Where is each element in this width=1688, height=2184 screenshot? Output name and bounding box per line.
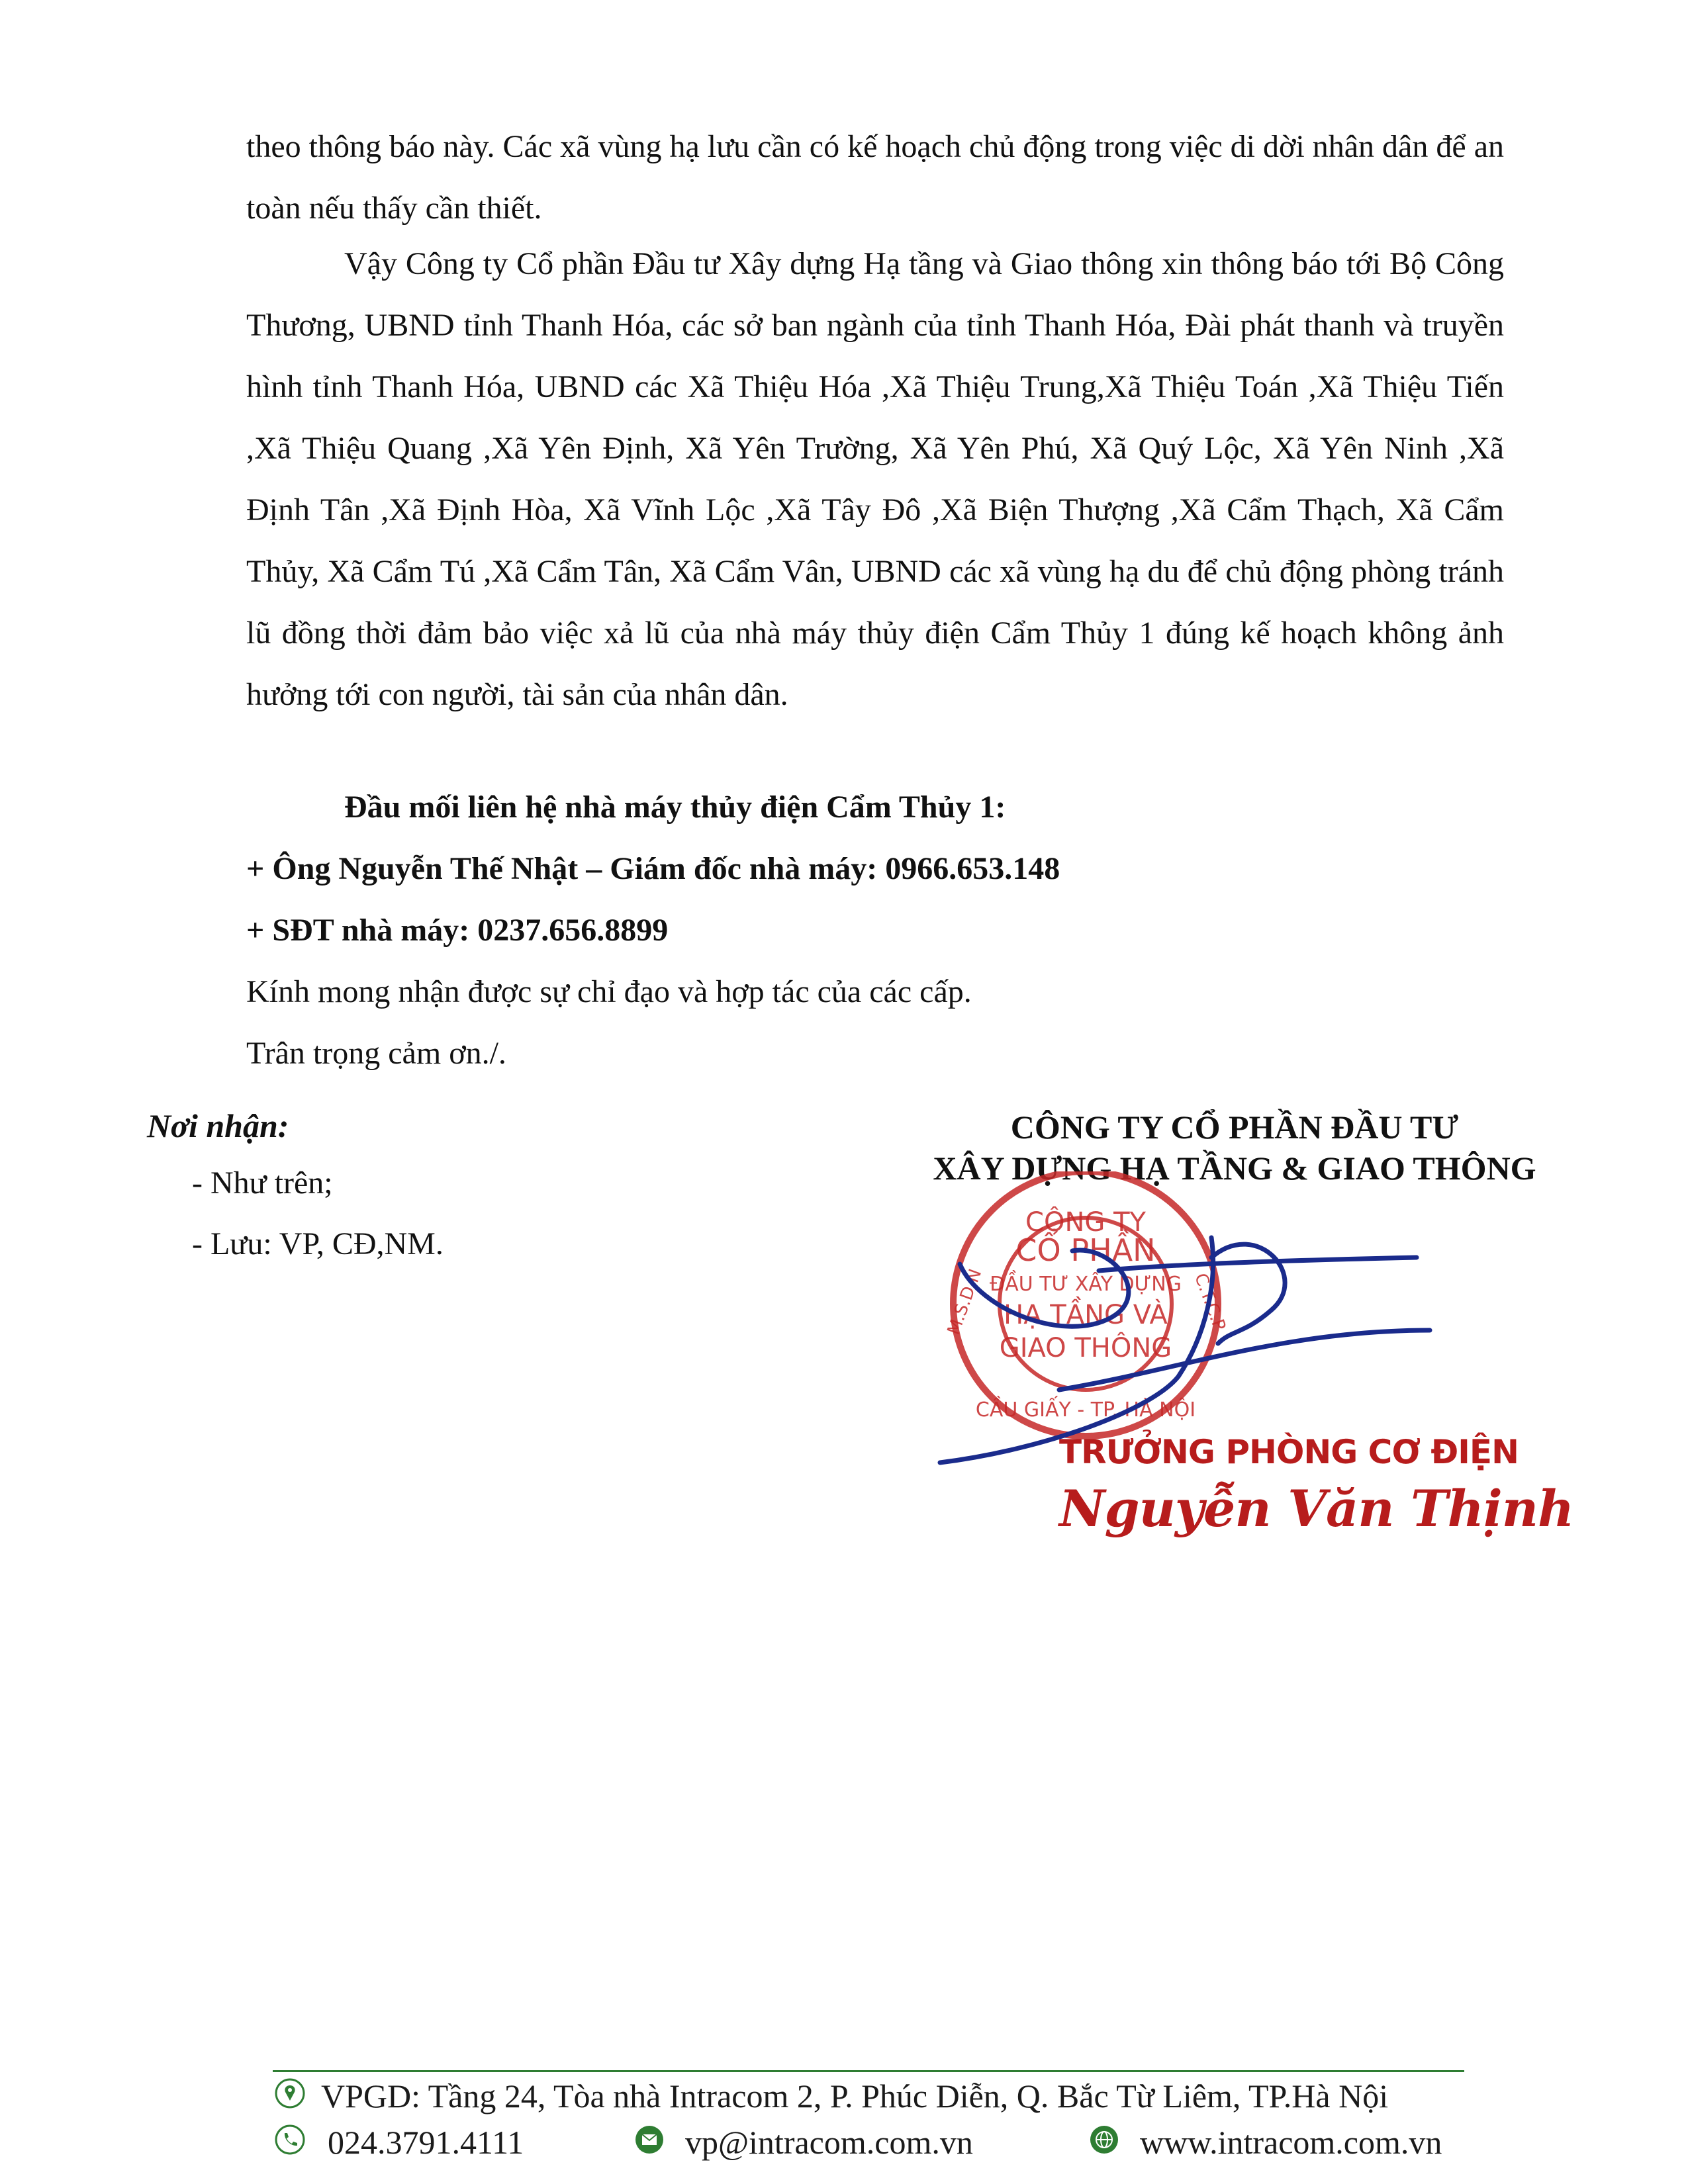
contact-factory-phone: + SĐT nhà máy: 0237.656.8899	[246, 913, 669, 948]
closing-thanks: Trân trọng cảm ơn./.	[246, 1036, 506, 1071]
footer-phone: 024.3791.4111	[328, 2124, 524, 2161]
company-name-line2: XÂY DỰNG HẠ TẦNG & GIAO THÔNG	[933, 1150, 1536, 1187]
stamp-text: CÔNG TY	[1025, 1207, 1146, 1238]
email-icon	[634, 2124, 665, 2155]
signer-title: TRƯỞNG PHÒNG CƠ ĐIỆN	[1059, 1433, 1519, 1471]
paragraph-notice: Vậy Công ty Cổ phần Đầu tư Xây dựng Hạ tầng và Giao thông xin thông báo tới Bộ Công Thương, UBND tỉnh Thanh Hóa, các sở ban ngành của tỉnh Thanh Hóa, Đài phát thanh và truyền hình tỉnh Thanh Hóa, UBND các Xã Thiệu Hóa ,Xã Thiệu Trung,Xã Thiệu Toán ,Xã Thiệu Tiến ,Xã Thiệu Quang ,Xã Yên Định, Xã Yên Trường, Xã Yên Phú, Xã Quý Lộc, Xã Yên Ninh ,Xã Định Tân ,Xã Định Hòa, Xã Vĩnh Lộc ,Xã Tây Đô ,Xã Biện Thượng ,Xã Cẩm Thạch, Xã Cẩm Thủy, Xã Cẩm Tú ,Xã Cẩm Tân, Xã Cẩm Vân, UBND các xã vùng hạ du để chủ động phòng tránh lũ đồng thời đảm bảo việc xả lũ của nhà máy thủy điện Cẩm Thủy 1 đúng kế hoạch không ảnh hưởng tới con người, tài sản của nhân dân.	[246, 246, 1504, 712]
stamp-text: GIAO THÔNG	[999, 1333, 1172, 1363]
stamp-text: ĐẦU TƯ XÂY DỰNG	[990, 1273, 1182, 1296]
footer-divider	[273, 2070, 1464, 2072]
paragraph-intro: theo thông báo này. Các xã vùng hạ lưu cần có kế hoạch chủ động trong việc di dời nhân dân để an toàn nếu thấy cần thiết.	[246, 129, 1504, 226]
contact-heading: Đầu mối liên hệ nhà máy thủy điện Cẩm Thủy 1:	[344, 790, 1006, 825]
location-icon	[275, 2078, 305, 2109]
company-name-line1: CÔNG TY CỔ PHẦN ĐẦU TƯ	[1010, 1109, 1459, 1146]
stamp-text: CỔ PHẦN	[1015, 1232, 1156, 1268]
signer-name: Nguyễn Văn Thịnh	[1059, 1479, 1574, 1538]
recipients-title: Nơi nhận:	[147, 1107, 289, 1144]
contact-director: + Ông Nguyễn Thế Nhật – Giám đốc nhà máy: 0966.653.148	[246, 851, 1060, 886]
footer-email[interactable]: vp@intracom.com.vn	[685, 2124, 973, 2161]
stamp-text: CẦU GIẤY - TP. HÀ NỘI	[975, 1398, 1196, 1422]
stamp-text: C.T.C.P	[1190, 1271, 1229, 1334]
recipient-item: - Lưu: VP, CĐ,NM.	[192, 1226, 444, 1261]
footer-website[interactable]: www.intracom.com.vn	[1140, 2124, 1442, 2161]
closing-request: Kính mong nhận được sự chỉ đạo và hợp tác của các cấp.	[246, 974, 972, 1009]
footer-address: VPGD: Tầng 24, Tòa nhà Intracom 2, P. Phúc Diễn, Q. Bắc Từ Liêm, TP.Hà Nội	[321, 2077, 1389, 2115]
stamp-text: HẠ TẦNG VÀ	[1004, 1300, 1168, 1330]
phone-icon	[275, 2124, 305, 2155]
stamp-text: M.S.D.N	[943, 1266, 986, 1338]
globe-icon	[1089, 2124, 1119, 2155]
recipient-item: - Như trên;	[192, 1165, 333, 1201]
